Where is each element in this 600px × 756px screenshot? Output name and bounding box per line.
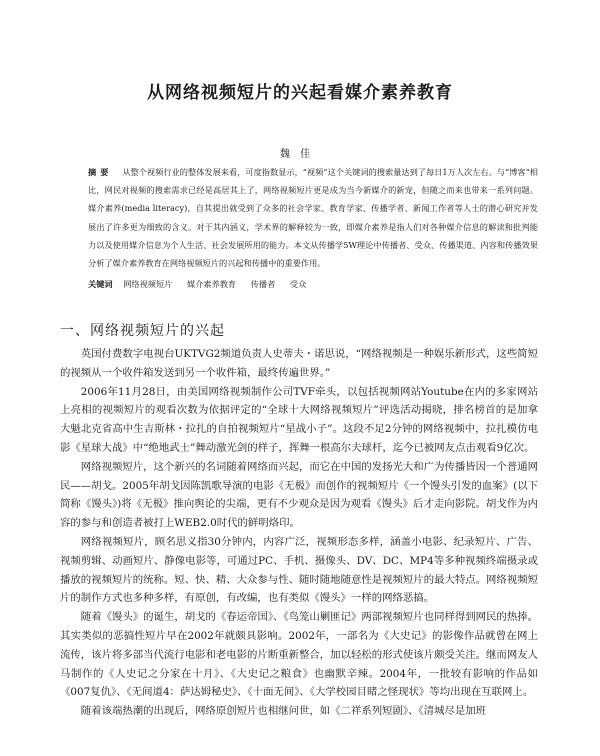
paragraph: 随着《馒头》的诞生，胡戈的《春运帝国》、《鸟笼山剿匪记》两部视频短片也同样得到网民的热捧。其实类似的恶搞性短片早在2002年就颇具影响。2002年，一部名为《大史记》的影像作品就曾在网上流传，该片将多部当代流行电影和老电影的片断重新整合，加以轻松的形式使该片颇受关注。继而网友人马制作的《人史记之分家在十月》、《大史记之粮食》也幽默辛辣。2004年，一批较有影响的作品如《007复仇》、《无间道4：萨达姆秘史》、《十面无间》、《大学校园目睹之怪现状》等均出现在互联网上。	[60, 611, 538, 699]
keywords-label: 关键词	[88, 279, 113, 289]
keywords	[88, 278, 538, 290]
abstract-text: 从整个视频行业的整体发展来看，可度指数显示，“视频”这个关键词的搜索量达到了每日1万人次左右。与“博客”相比，网民对视频的搜索需求已经是高居其上了，网络视频短片更是成为当今新媒介的新宠，但随之而来也带来一系列问题。媒介素养(media literacy)，自其提出就受到了众多的社会学家、教育学家、传播学者、新闻工作者等人士的潜心研究并发展出了许多更为细致的含义。对于其内涵义，学术界的解释较为一致，即媒介素养是指人们对各种媒介信息的解读和批判能力以及使用媒介信息为个人生活、社会发展所用的能力。本文从传播学5W理论中传播者、受众、传播渠道、内容和传播效果分析了媒介素养教育在网络视频短片的兴起和传播中的重要作用。	[88, 167, 538, 269]
keyword: 受众	[289, 279, 307, 289]
paragraph: 网络视频短片，这个新兴的名词随着网络而兴起，而它在中国的发扬光大和广为传播皆因一个普通网民——胡戈。2005年胡戈因陈凯歌导演的电影《无极》而创作的视频短片《一个馒头引发的血案》(以下简称《馒头》)将《无极》推向舆论的尖端，更有不少观众是因为观看《馒头》后才走向影院。胡戈作为内容的参与和创造者被打上WEB2.0时代的鲜明烙印。	[60, 460, 538, 530]
section-heading: 一、网络视频短片的兴起	[60, 323, 225, 339]
keyword: 传播者	[250, 279, 276, 289]
paragraph: 随着该端热潮的出现后，网络原创短片也相继问世，如《二祥系列短剧》、《清城尽是加班	[80, 705, 487, 718]
body-text	[60, 345, 538, 721]
paragraph: 2006年11月28日，由美国网络视频制作公司TVF牵头，以包括视频网站Youtube在内的多家网站上亮相的视频短片的观看次数为依据评定的“全球十大网络视频短片”评选活动揭晓，排名榜首的是加拿大魁北克省高中生吉斯林・拉扎的自拍视频短片“星战小子”。这段不足2分钟的网络视频中，拉扎模仿电影《星球大战》中“绝地武士”舞动激光剑的样子，挥舞一根高尔夫球杆，迄今已被网友点击观看9亿次。	[60, 385, 538, 454]
paragraph: 网络视频短片，顾名思义指30分钟内，内容广泛，视频形态多样，涵盖小电影、纪录短片、广告、视频剪辑、动画短片、静像电影等，可通过PC、手机、摄像头、DV、DC、MP4等多种视频终端摄录或播放的视频短片的统称。短、快、精、大众参与性、随时随地随意性是视频短片的最大特点。网络视频短片的制作方式也多种多样，有原创，有改编，也有类似《馒头》一样的网络恶搞。	[60, 535, 538, 605]
paragraph: 英国付费数字电视台UKTVG2频道负责人史蒂夫・诺思说，“网络视频是一种娱乐新形式，这些简短的视频从一个收件箱发送到另一个收件箱，最终传遍世界。”	[60, 348, 538, 379]
keyword: 网络视频短片	[123, 279, 173, 289]
author-name: 魏佳	[280, 149, 320, 160]
keyword: 媒介素养教育	[186, 279, 237, 289]
abstract-label: 摘要	[88, 167, 113, 177]
paper-title: 从网络视频短片的兴起看媒介素养教育	[147, 83, 453, 103]
abstract	[88, 163, 538, 272]
